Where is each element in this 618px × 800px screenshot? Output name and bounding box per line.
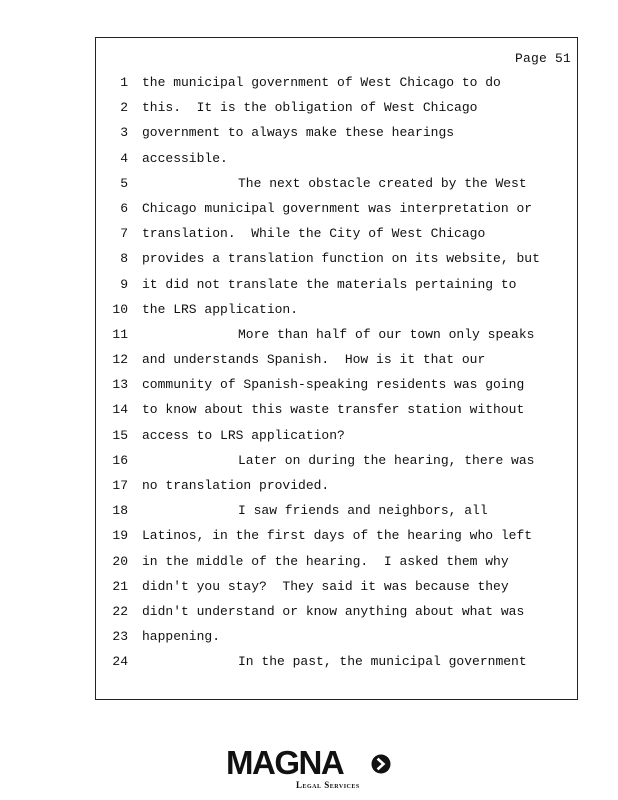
line-text: Latinos, in the first days of the hearing who left	[142, 528, 533, 544]
line-text: didn't understand or know anything about what was	[142, 603, 525, 619]
line-number: 16	[112, 452, 128, 468]
transcript-page	[95, 37, 578, 700]
transcript-line	[96, 76, 577, 101]
line-number: 9	[120, 276, 128, 292]
line-text: government to always make these hearings	[142, 125, 455, 141]
magna-logo	[226, 746, 396, 794]
transcript-line	[96, 403, 577, 428]
line-number: 4	[120, 150, 128, 166]
line-text: and understands Spanish. How is it that our	[142, 352, 486, 368]
line-number: 6	[120, 200, 128, 216]
line-number: 21	[112, 578, 128, 594]
line-number: 17	[112, 478, 128, 493]
line-number: 15	[112, 427, 128, 443]
line-number: 24	[112, 654, 128, 670]
line-number: 13	[112, 377, 128, 393]
line-text: Chicago municipal government was interpretation or	[142, 200, 533, 216]
line-text: More than half of our town only speaks	[238, 326, 535, 342]
line-number: 1	[120, 75, 128, 90]
line-number: 2	[120, 100, 128, 116]
line-number: 11	[112, 326, 128, 342]
line-text: in the middle of the hearing. I asked them why	[142, 553, 509, 569]
line-text: community of Spanish-speaking residents was going	[142, 377, 525, 393]
page-number: Page 51	[514, 51, 571, 66]
line-number: 23	[112, 629, 128, 645]
line-text: to know about this waste transfer station without	[142, 402, 525, 418]
line-text: no translation provided.	[142, 478, 330, 493]
line-text: the municipal government of West Chicago to do	[142, 75, 501, 90]
line-text: translation. While the City of West Chicago	[142, 226, 486, 242]
transcript-line	[96, 353, 577, 378]
transcript-line	[96, 152, 577, 177]
transcript-line	[96, 504, 577, 529]
transcript-line	[96, 202, 577, 227]
line-number: 3	[120, 125, 128, 141]
line-text: In the past, the municipal government	[238, 654, 527, 670]
transcript-line	[96, 378, 577, 403]
line-text: Later on during the hearing, there was	[238, 452, 535, 468]
line-number: 22	[112, 603, 128, 619]
transcript-line	[96, 303, 577, 328]
logo-subtitle: Legal Services	[296, 780, 360, 790]
line-text: didn't you stay? They said it was because they	[142, 578, 509, 594]
transcript-line	[96, 555, 577, 580]
line-text: happening.	[142, 629, 221, 645]
line-number: 12	[112, 352, 128, 368]
line-text: accessible.	[142, 150, 228, 166]
transcript-line	[96, 580, 577, 605]
transcript-line	[96, 177, 577, 202]
transcript-line	[96, 227, 577, 252]
line-text: The next obstacle created by the West	[238, 175, 527, 191]
line-number: 5	[120, 175, 128, 191]
line-number: 14	[112, 402, 128, 418]
line-text: access to LRS application?	[142, 427, 345, 443]
line-text: I saw friends and neighbors, all	[238, 503, 488, 519]
right-arrow-circle-icon	[371, 754, 391, 774]
transcript-line	[96, 655, 577, 680]
transcript-line	[96, 101, 577, 126]
transcript-line	[96, 252, 577, 277]
line-number: 19	[112, 528, 128, 544]
transcript-line	[96, 630, 577, 655]
line-number: 18	[112, 503, 128, 519]
transcript-line	[96, 328, 577, 353]
line-number: 20	[112, 553, 128, 569]
line-number: 7	[120, 226, 128, 242]
transcript-lines	[96, 76, 577, 681]
line-text: this. It is the obligation of West Chicago	[142, 100, 478, 116]
line-text: provides a translation function on its website, but	[142, 251, 540, 267]
line-text: the LRS application.	[142, 301, 299, 317]
line-number: 10	[112, 301, 128, 317]
transcript-line	[96, 429, 577, 454]
transcript-line	[96, 278, 577, 303]
transcript-line	[96, 605, 577, 630]
transcript-line	[96, 454, 577, 479]
line-number: 8	[120, 251, 128, 267]
line-text: it did not translate the materials pertaining to	[142, 276, 517, 292]
transcript-line	[96, 529, 577, 554]
logo-wordmark: MAGNA	[226, 744, 344, 781]
transcript-line	[96, 479, 577, 504]
transcript-line	[96, 126, 577, 151]
